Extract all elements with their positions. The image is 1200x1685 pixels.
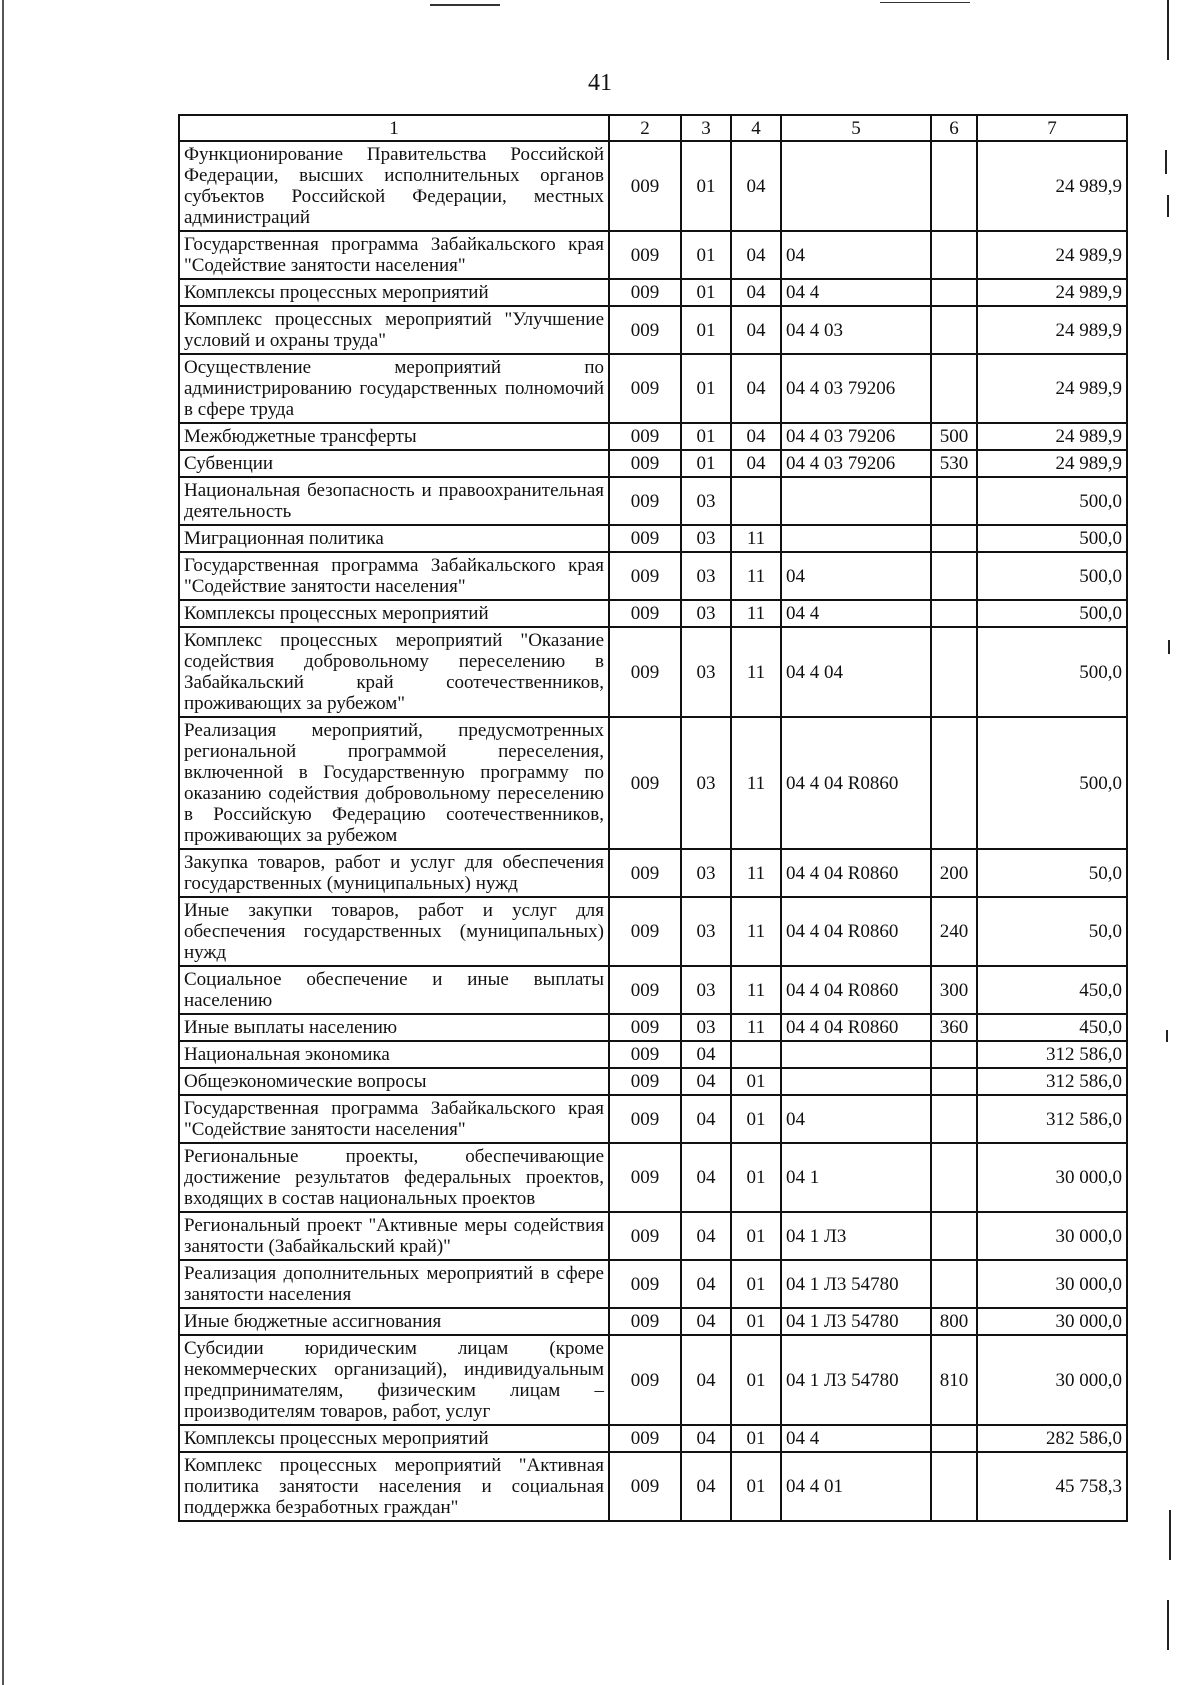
expense-type-code bbox=[931, 552, 977, 600]
subsection-code: 01 bbox=[731, 1308, 781, 1335]
ministry-code: 009 bbox=[609, 1335, 681, 1425]
target-article-code bbox=[781, 525, 931, 552]
target-article-code: 04 1 Л3 bbox=[781, 1212, 931, 1260]
section-code: 03 bbox=[681, 552, 731, 600]
item-name: Иные бюджетные ассигнования bbox=[179, 1308, 609, 1335]
table-row bbox=[179, 1260, 1127, 1308]
subsection-code: 11 bbox=[731, 552, 781, 600]
amount: 500,0 bbox=[977, 600, 1127, 627]
scan-mark-left-edge bbox=[2, 0, 4, 1685]
ministry-code: 009 bbox=[609, 627, 681, 717]
table-row bbox=[179, 1014, 1127, 1041]
item-name: Миграционная политика bbox=[179, 525, 609, 552]
expense-type-code bbox=[931, 600, 977, 627]
column-header: 2 bbox=[609, 115, 681, 141]
column-header: 3 bbox=[681, 115, 731, 141]
table-row bbox=[179, 966, 1127, 1014]
ministry-code: 009 bbox=[609, 966, 681, 1014]
ministry-code: 009 bbox=[609, 849, 681, 897]
target-article-code: 04 1 bbox=[781, 1143, 931, 1212]
subsection-code: 11 bbox=[731, 600, 781, 627]
expense-type-code bbox=[931, 141, 977, 231]
subsection-code: 04 bbox=[731, 354, 781, 423]
target-article-code: 04 bbox=[781, 552, 931, 600]
section-code: 04 bbox=[681, 1308, 731, 1335]
ministry-code: 009 bbox=[609, 450, 681, 477]
target-article-code: 04 1 Л3 54780 bbox=[781, 1335, 931, 1425]
section-code: 04 bbox=[681, 1041, 731, 1068]
item-name: Региональные проекты, обеспечивающие достижение результатов федеральных проектов, входящих в состав национальных проектов bbox=[179, 1143, 609, 1212]
expense-type-code bbox=[931, 1212, 977, 1260]
item-name: Социальное обеспечение и иные выплаты населению bbox=[179, 966, 609, 1014]
amount: 24 989,9 bbox=[977, 306, 1127, 354]
target-article-code: 04 1 Л3 54780 bbox=[781, 1308, 931, 1335]
target-article-code: 04 4 04 R0860 bbox=[781, 1014, 931, 1041]
subsection-code: 11 bbox=[731, 627, 781, 717]
item-name: Осуществление мероприятий по администрированию государственных полномочий в сфере труда bbox=[179, 354, 609, 423]
item-name: Комплексы процессных мероприятий bbox=[179, 1425, 609, 1452]
amount: 24 989,9 bbox=[977, 354, 1127, 423]
section-code: 03 bbox=[681, 525, 731, 552]
table-row bbox=[179, 141, 1127, 231]
amount: 500,0 bbox=[977, 552, 1127, 600]
subsection-code: 01 bbox=[731, 1425, 781, 1452]
section-code: 04 bbox=[681, 1212, 731, 1260]
table-row bbox=[179, 423, 1127, 450]
table-row bbox=[179, 450, 1127, 477]
section-code: 01 bbox=[681, 450, 731, 477]
table-row bbox=[179, 897, 1127, 966]
subsection-code: 04 bbox=[731, 279, 781, 306]
amount: 30 000,0 bbox=[977, 1308, 1127, 1335]
subsection-code bbox=[731, 1041, 781, 1068]
table-row bbox=[179, 279, 1127, 306]
table-row bbox=[179, 627, 1127, 717]
expense-type-code bbox=[931, 279, 977, 306]
target-article-code: 04 4 04 R0860 bbox=[781, 717, 931, 849]
section-code: 03 bbox=[681, 600, 731, 627]
item-name: Комплексы процессных мероприятий bbox=[179, 600, 609, 627]
section-code: 01 bbox=[681, 306, 731, 354]
item-name: Субсидии юридическим лицам (кроме некоммерческих организаций), индивидуальным предпринимателям, физическим лицам – производителям товаров, работ, услуг bbox=[179, 1335, 609, 1425]
ministry-code: 009 bbox=[609, 897, 681, 966]
ministry-code: 009 bbox=[609, 477, 681, 525]
table-row bbox=[179, 231, 1127, 279]
table-row bbox=[179, 552, 1127, 600]
section-code: 03 bbox=[681, 966, 731, 1014]
item-name: Реализация мероприятий, предусмотренных региональной программой переселения, включенной в Государственную программу по оказанию содействия добровольному переселению в Российскую Федерацию соотечественников, проживающих за рубежом bbox=[179, 717, 609, 849]
section-code: 04 bbox=[681, 1335, 731, 1425]
subsection-code: 11 bbox=[731, 525, 781, 552]
section-code: 03 bbox=[681, 897, 731, 966]
item-name: Общеэкономические вопросы bbox=[179, 1068, 609, 1095]
ministry-code: 009 bbox=[609, 552, 681, 600]
expense-type-code bbox=[931, 525, 977, 552]
amount: 312 586,0 bbox=[977, 1068, 1127, 1095]
header-row bbox=[179, 115, 1127, 141]
subsection-code: 11 bbox=[731, 897, 781, 966]
table-row bbox=[179, 1308, 1127, 1335]
expense-type-code bbox=[931, 717, 977, 849]
amount: 24 989,9 bbox=[977, 231, 1127, 279]
column-header: 7 bbox=[977, 115, 1127, 141]
amount: 50,0 bbox=[977, 897, 1127, 966]
ministry-code: 009 bbox=[609, 1068, 681, 1095]
target-article-code: 04 4 04 R0860 bbox=[781, 966, 931, 1014]
amount: 282 586,0 bbox=[977, 1425, 1127, 1452]
ministry-code: 009 bbox=[609, 423, 681, 450]
expense-type-code bbox=[931, 1452, 977, 1521]
expense-type-code: 500 bbox=[931, 423, 977, 450]
expense-type-code bbox=[931, 1425, 977, 1452]
item-name: Государственная программа Забайкальского края "Содействие занятости населения" bbox=[179, 1095, 609, 1143]
expense-type-code: 200 bbox=[931, 849, 977, 897]
subsection-code: 11 bbox=[731, 966, 781, 1014]
page-number: 41 bbox=[588, 70, 612, 96]
subsection-code: 01 bbox=[731, 1212, 781, 1260]
target-article-code: 04 4 04 R0860 bbox=[781, 849, 931, 897]
amount: 312 586,0 bbox=[977, 1041, 1127, 1068]
expense-type-code bbox=[931, 1260, 977, 1308]
ministry-code: 009 bbox=[609, 1212, 681, 1260]
target-article-code: 04 bbox=[781, 1095, 931, 1143]
ministry-code: 009 bbox=[609, 1308, 681, 1335]
expense-type-code: 800 bbox=[931, 1308, 977, 1335]
ministry-code: 009 bbox=[609, 1452, 681, 1521]
section-code: 03 bbox=[681, 1014, 731, 1041]
item-name: Комплекс процессных мероприятий "Оказание содействия добровольному переселению в Забайкальский край соотечественников, проживающих за рубежом" bbox=[179, 627, 609, 717]
amount: 312 586,0 bbox=[977, 1095, 1127, 1143]
amount: 24 989,9 bbox=[977, 450, 1127, 477]
subsection-code: 01 bbox=[731, 1335, 781, 1425]
target-article-code: 04 4 bbox=[781, 1425, 931, 1452]
subsection-code bbox=[731, 477, 781, 525]
expense-type-code: 300 bbox=[931, 966, 977, 1014]
table-row bbox=[179, 717, 1127, 849]
expense-type-code: 810 bbox=[931, 1335, 977, 1425]
table-row bbox=[179, 1068, 1127, 1095]
budget-table bbox=[178, 114, 1128, 1522]
target-article-code: 04 4 01 bbox=[781, 1452, 931, 1521]
expense-type-code bbox=[931, 231, 977, 279]
ministry-code: 009 bbox=[609, 1143, 681, 1212]
subsection-code: 01 bbox=[731, 1143, 781, 1212]
section-code: 01 bbox=[681, 354, 731, 423]
ministry-code: 009 bbox=[609, 717, 681, 849]
ministry-code: 009 bbox=[609, 1425, 681, 1452]
amount: 500,0 bbox=[977, 627, 1127, 717]
target-article-code bbox=[781, 477, 931, 525]
item-name: Государственная программа Забайкальского края "Содействие занятости населения" bbox=[179, 231, 609, 279]
item-name: Государственная программа Забайкальского края "Содействие занятости населения" bbox=[179, 552, 609, 600]
target-article-code: 04 4 03 79206 bbox=[781, 354, 931, 423]
target-article-code bbox=[781, 1041, 931, 1068]
amount: 500,0 bbox=[977, 477, 1127, 525]
target-article-code: 04 bbox=[781, 231, 931, 279]
scan-mark-top-left bbox=[430, 4, 500, 6]
scan-mark-top-right bbox=[880, 2, 970, 3]
expense-type-code: 240 bbox=[931, 897, 977, 966]
target-article-code: 04 4 03 79206 bbox=[781, 450, 931, 477]
expense-type-code: 360 bbox=[931, 1014, 977, 1041]
amount: 24 989,9 bbox=[977, 279, 1127, 306]
amount: 450,0 bbox=[977, 966, 1127, 1014]
table-row bbox=[179, 306, 1127, 354]
subsection-code: 01 bbox=[731, 1095, 781, 1143]
ministry-code: 009 bbox=[609, 600, 681, 627]
subsection-code: 04 bbox=[731, 306, 781, 354]
table-row bbox=[179, 1095, 1127, 1143]
amount: 450,0 bbox=[977, 1014, 1127, 1041]
target-article-code bbox=[781, 1068, 931, 1095]
table-row bbox=[179, 1041, 1127, 1068]
item-name: Реализация дополнительных мероприятий в сфере занятости населения bbox=[179, 1260, 609, 1308]
item-name: Субвенции bbox=[179, 450, 609, 477]
ministry-code: 009 bbox=[609, 1041, 681, 1068]
section-code: 04 bbox=[681, 1143, 731, 1212]
subsection-code: 01 bbox=[731, 1068, 781, 1095]
amount: 30 000,0 bbox=[977, 1143, 1127, 1212]
section-code: 04 bbox=[681, 1095, 731, 1143]
section-code: 04 bbox=[681, 1068, 731, 1095]
section-code: 04 bbox=[681, 1452, 731, 1521]
subsection-code: 01 bbox=[731, 1260, 781, 1308]
expense-type-code: 530 bbox=[931, 450, 977, 477]
section-code: 03 bbox=[681, 477, 731, 525]
target-article-code: 04 4 03 bbox=[781, 306, 931, 354]
section-code: 01 bbox=[681, 423, 731, 450]
item-name: Функционирование Правительства Российской Федерации, высших исполнительных органов субъектов Российской Федерации, местных администраций bbox=[179, 141, 609, 231]
expense-type-code bbox=[931, 1095, 977, 1143]
target-article-code: 04 4 bbox=[781, 600, 931, 627]
ministry-code: 009 bbox=[609, 1095, 681, 1143]
expense-type-code bbox=[931, 354, 977, 423]
expense-type-code bbox=[931, 306, 977, 354]
target-article-code: 04 1 Л3 54780 bbox=[781, 1260, 931, 1308]
ministry-code: 009 bbox=[609, 279, 681, 306]
amount: 500,0 bbox=[977, 717, 1127, 849]
amount: 50,0 bbox=[977, 849, 1127, 897]
expense-type-code bbox=[931, 1068, 977, 1095]
section-code: 03 bbox=[681, 627, 731, 717]
table-row bbox=[179, 849, 1127, 897]
target-article-code: 04 4 04 R0860 bbox=[781, 897, 931, 966]
section-code: 01 bbox=[681, 231, 731, 279]
section-code: 03 bbox=[681, 717, 731, 849]
section-code: 01 bbox=[681, 141, 731, 231]
table-row bbox=[179, 477, 1127, 525]
subsection-code: 04 bbox=[731, 141, 781, 231]
table-row bbox=[179, 1143, 1127, 1212]
target-article-code: 04 4 bbox=[781, 279, 931, 306]
target-article-code: 04 4 04 bbox=[781, 627, 931, 717]
item-name: Национальная экономика bbox=[179, 1041, 609, 1068]
expense-type-code bbox=[931, 627, 977, 717]
amount: 30 000,0 bbox=[977, 1212, 1127, 1260]
table-body bbox=[179, 141, 1127, 1521]
item-name: Закупка товаров, работ и услуг для обеспечения государственных (муниципальных) нужд bbox=[179, 849, 609, 897]
ministry-code: 009 bbox=[609, 1260, 681, 1308]
amount: 30 000,0 bbox=[977, 1335, 1127, 1425]
subsection-code: 11 bbox=[731, 1014, 781, 1041]
subsection-code: 11 bbox=[731, 717, 781, 849]
amount: 500,0 bbox=[977, 525, 1127, 552]
subsection-code: 04 bbox=[731, 231, 781, 279]
column-header: 6 bbox=[931, 115, 977, 141]
amount: 45 758,3 bbox=[977, 1452, 1127, 1521]
ministry-code: 009 bbox=[609, 1014, 681, 1041]
item-name: Комплекс процессных мероприятий "Активная политика занятости населения и социальная поддержка безработных граждан" bbox=[179, 1452, 609, 1521]
column-header: 4 bbox=[731, 115, 781, 141]
table-row bbox=[179, 1335, 1127, 1425]
column-header: 5 bbox=[781, 115, 931, 141]
ministry-code: 009 bbox=[609, 354, 681, 423]
ministry-code: 009 bbox=[609, 525, 681, 552]
item-name: Иные выплаты населению bbox=[179, 1014, 609, 1041]
ministry-code: 009 bbox=[609, 231, 681, 279]
section-code: 04 bbox=[681, 1425, 731, 1452]
table-row bbox=[179, 1212, 1127, 1260]
subsection-code: 04 bbox=[731, 423, 781, 450]
expense-type-code bbox=[931, 477, 977, 525]
item-name: Межбюджетные трансферты bbox=[179, 423, 609, 450]
item-name: Региональный проект "Активные меры содействия занятости (Забайкальский край)" bbox=[179, 1212, 609, 1260]
ministry-code: 009 bbox=[609, 306, 681, 354]
amount: 24 989,9 bbox=[977, 141, 1127, 231]
subsection-code: 04 bbox=[731, 450, 781, 477]
table-row bbox=[179, 600, 1127, 627]
scan-specks bbox=[1165, 0, 1195, 1685]
table-row bbox=[179, 354, 1127, 423]
column-header: 1 bbox=[179, 115, 609, 141]
expense-type-code bbox=[931, 1041, 977, 1068]
ministry-code: 009 bbox=[609, 141, 681, 231]
item-name: Комплекс процессных мероприятий "Улучшение условий и охраны труда" bbox=[179, 306, 609, 354]
section-code: 01 bbox=[681, 279, 731, 306]
item-name: Комплексы процессных мероприятий bbox=[179, 279, 609, 306]
subsection-code: 01 bbox=[731, 1452, 781, 1521]
section-code: 04 bbox=[681, 1260, 731, 1308]
table-row bbox=[179, 1425, 1127, 1452]
expense-type-code bbox=[931, 1143, 977, 1212]
item-name: Иные закупки товаров, работ и услуг для обеспечения государственных (муниципальных) нужд bbox=[179, 897, 609, 966]
amount: 24 989,9 bbox=[977, 423, 1127, 450]
table-row bbox=[179, 525, 1127, 552]
amount: 30 000,0 bbox=[977, 1260, 1127, 1308]
subsection-code: 11 bbox=[731, 849, 781, 897]
item-name: Национальная безопасность и правоохранительная деятельность bbox=[179, 477, 609, 525]
section-code: 03 bbox=[681, 849, 731, 897]
target-article-code bbox=[781, 141, 931, 231]
target-article-code: 04 4 03 79206 bbox=[781, 423, 931, 450]
table-row bbox=[179, 1452, 1127, 1521]
